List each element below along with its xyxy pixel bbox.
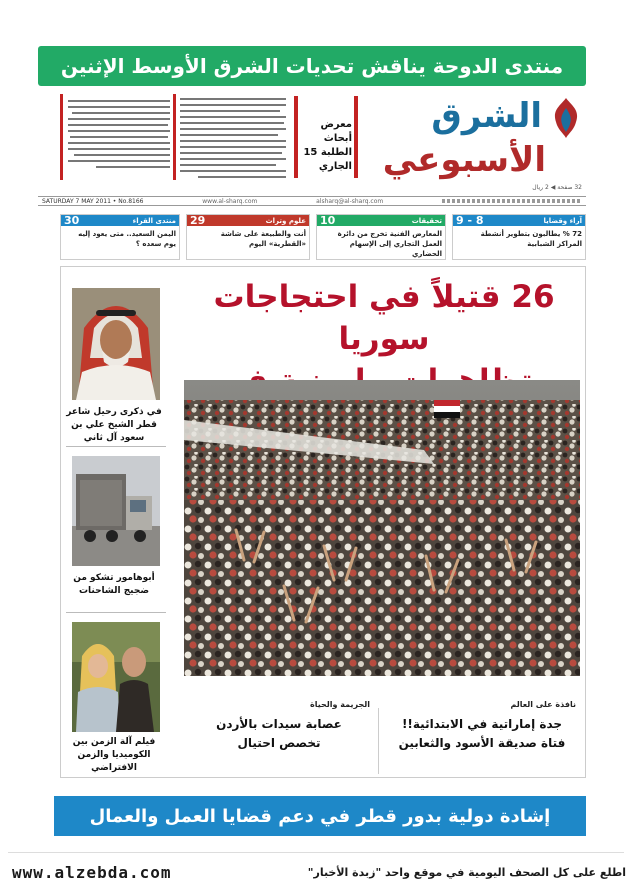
story-line-1: جدة إماراتية في الابتدائية!! xyxy=(401,717,563,731)
sidebar-caption-1[interactable]: في ذكرى رحيل شاعر قطر الشيخ علي بن سعود آل ثاني xyxy=(66,407,162,443)
story-tag: نافذة على العالم xyxy=(510,700,576,709)
info-strip xyxy=(38,196,586,206)
logo-line-2: الأسبوعي xyxy=(382,140,546,180)
index-text: 72 % يطالبون بتطوير أنشطة المراكز الشبابية xyxy=(480,230,582,248)
email-link[interactable]: alsharq@al-sharq.com xyxy=(316,197,384,205)
footer-divider xyxy=(8,852,624,853)
main-photo-crowd[interactable] xyxy=(184,380,580,676)
story-line-2: فتاة صديقة الأسود والثعابين xyxy=(398,736,566,750)
index-pages: 8 - 9 xyxy=(456,214,484,227)
footer-promo-text: اطلع على كل الصحف اليومية في موقع واحد "زبدة الأخبار" xyxy=(307,866,626,879)
logo-line-1: الشرق xyxy=(431,96,542,136)
logo-subline: 32 صفحة ◀ 2 ريال xyxy=(532,184,582,191)
index-text: المعارض الفنية تخرج من دائرة العمل التجاري إلى الإسهام الحضاري xyxy=(337,230,442,258)
story-line-1: عصابة سيدات بالأردن xyxy=(216,717,342,731)
top-banner-headline[interactable]: منتدى الدوحة يناقش تحديات الشرق الأوسط الإثنين xyxy=(38,46,586,86)
strip-filler xyxy=(442,199,582,203)
story-line-2: تخصص احتيال xyxy=(237,736,321,750)
tease-text[interactable]: معرض أبحاث الطلبة 15 الجاري xyxy=(303,119,352,172)
index-section: علوم وتراث xyxy=(265,216,306,225)
trucks-image xyxy=(72,456,160,566)
sidebar-divider xyxy=(66,612,166,613)
footer-site-link[interactable]: www.alzebda.com xyxy=(12,863,172,882)
index-text: اليمن السعيد.. متى يعود إليه يوم سعده ؟ xyxy=(78,230,176,248)
column-left xyxy=(66,96,172,178)
story-separator xyxy=(378,708,379,774)
story-world-window[interactable] xyxy=(384,700,580,778)
index-box-readers[interactable] xyxy=(60,214,180,260)
bottom-banner-headline[interactable]: إشادة دولية بدور قطر في دعم قضايا العمل والعمال xyxy=(54,796,586,836)
index-text: أنت والطبيعة على شاشة «القطرية» اليوم xyxy=(220,230,306,248)
sidebar-divider xyxy=(66,446,166,447)
index-section: آراء وقضايا xyxy=(543,216,582,225)
column-text-lines-2 xyxy=(66,96,172,178)
index-pages: 10 xyxy=(320,214,336,227)
index-head xyxy=(453,215,585,226)
index-head xyxy=(61,215,179,226)
index-pages: 29 xyxy=(190,214,206,227)
sidebar-photo-film[interactable] xyxy=(72,622,160,732)
film-image xyxy=(72,622,160,732)
portrait-image xyxy=(72,288,160,400)
website-link[interactable]: www.al-sharq.com xyxy=(202,197,258,205)
story-crime-life[interactable] xyxy=(184,700,374,778)
sidebar-photo-trucks[interactable] xyxy=(72,456,160,566)
headline-line-1: 26 قتيلاً في احتجاجات سوريا xyxy=(213,279,555,357)
index-box-science[interactable] xyxy=(186,214,310,260)
index-pages: 30 xyxy=(64,214,80,227)
index-head xyxy=(317,215,445,226)
index-section: منتدى القراء xyxy=(132,216,176,225)
issue-date: SATURDAY 7 MAY 2011 • No.8166 xyxy=(42,197,144,205)
index-box-reports[interactable] xyxy=(316,214,446,260)
crowd-image xyxy=(184,380,580,676)
sidebar-caption-3[interactable]: فيلم آلة الزمن بين الكوميديا والزمن الافتراضي xyxy=(72,737,156,773)
index-box-opinion[interactable] xyxy=(452,214,586,260)
index-section: تحقيقات xyxy=(411,216,442,225)
column-text-lines xyxy=(178,94,288,180)
flame-logo-icon xyxy=(546,96,586,140)
sidebar-photo-sheikh[interactable] xyxy=(72,288,160,400)
column-middle xyxy=(178,94,288,180)
story-tag: الجريمة والحياة xyxy=(310,700,370,709)
masthead-logo[interactable] xyxy=(382,92,586,188)
index-head xyxy=(187,215,309,226)
sidebar-caption-2[interactable]: أبوهامور تشكو من ضجيج الشاحنات xyxy=(73,573,155,596)
